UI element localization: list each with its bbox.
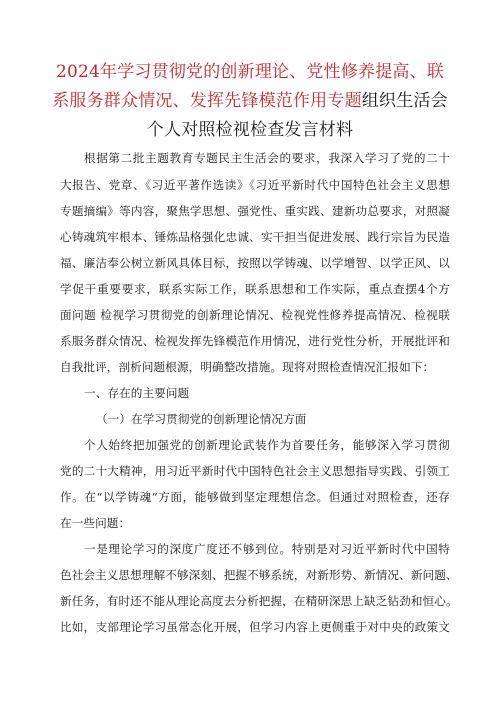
body-line: 在一些问题： [60,516,131,530]
body-line: 色社会主义思想理解不够深刻、把握不够系统，对新形势、新情况、新问题、 [60,568,458,582]
title-black-text-2: 组织生活会 [361,91,448,111]
body-line: 比如，支部理论学习虽常态化开展，但学习内容上更侧重于对中央的政策文 [60,620,450,634]
document-title-line-2 [40,89,460,113]
body-line: 根据第二批主题教育专题民主生活会的要求，我深入学习了党的二十 [84,151,450,165]
body-line: 新任务，有时还不能从理论高度去分析把握，在精研深思上缺乏钻劲和恒心。 [60,594,458,608]
body-line: 党的二十大精神，用习近平新时代中国特色社会主义思想指导实践、引领工 [60,464,450,478]
document-title-line-1 [40,60,460,84]
section-heading: 一、存在的主要问题 [84,386,190,400]
body-line: 面问题 检视学习贯彻党的创新理论情况、检视党性修养提高情况、检视联 [60,308,450,322]
body-line: 自我批评，剖析问题根源，明确整改措施。现将对照检查情况汇报如下： [60,360,435,374]
body-line: 大报告、党章、《习近平著作选读》《习近平新时代中国特色社会主义思想 [60,178,450,192]
title-red-text-2: 系服务群众情况、发挥先锋模范作用专题 [52,91,362,111]
body-line: 个人始终把加强党的创新理论武装作为首要任务，能够深入学习贯彻 [84,438,450,452]
body-line: 一是理论学习的深度广度还不够到位。特别是对习近平新时代中国特 [84,542,450,556]
subsection-heading: （一）在学习贯彻党的创新理论情况方面 [96,412,307,426]
title-subtitle: 个人对照检视检查发言材料 [146,120,354,140]
body-line: 作。在“以学铸魂”方面，能够做到坚定理想信念。但通过对照检查，还存 [60,490,450,504]
body-line: 心铸魂筑牢根本、锤炼品格强化忠诚、实干担当促进发展、践行宗旨为民造 [60,230,450,244]
body-line: 系服务群众情况、检视发挥先锋模范作用情况，进行党性分析，开展批评和 [60,334,450,348]
body-line: 福、廉洁奉公树立新风具体目标，按照以学铸魂、以学增智、以学正风、以 [60,256,450,270]
title-red-text-1: 2024年学习贯彻党的创新理论、党性修养提高、联 [55,62,445,82]
document-title-line-3 [40,118,460,142]
body-line: 专题摘编》等内容，聚焦学思想、强党性、重实践、建新功总要求，对照凝 [60,204,450,218]
body-line: 学促干重要要求，联系实际工作，联系思想和工作实际，重点查摆4个方 [60,282,450,296]
